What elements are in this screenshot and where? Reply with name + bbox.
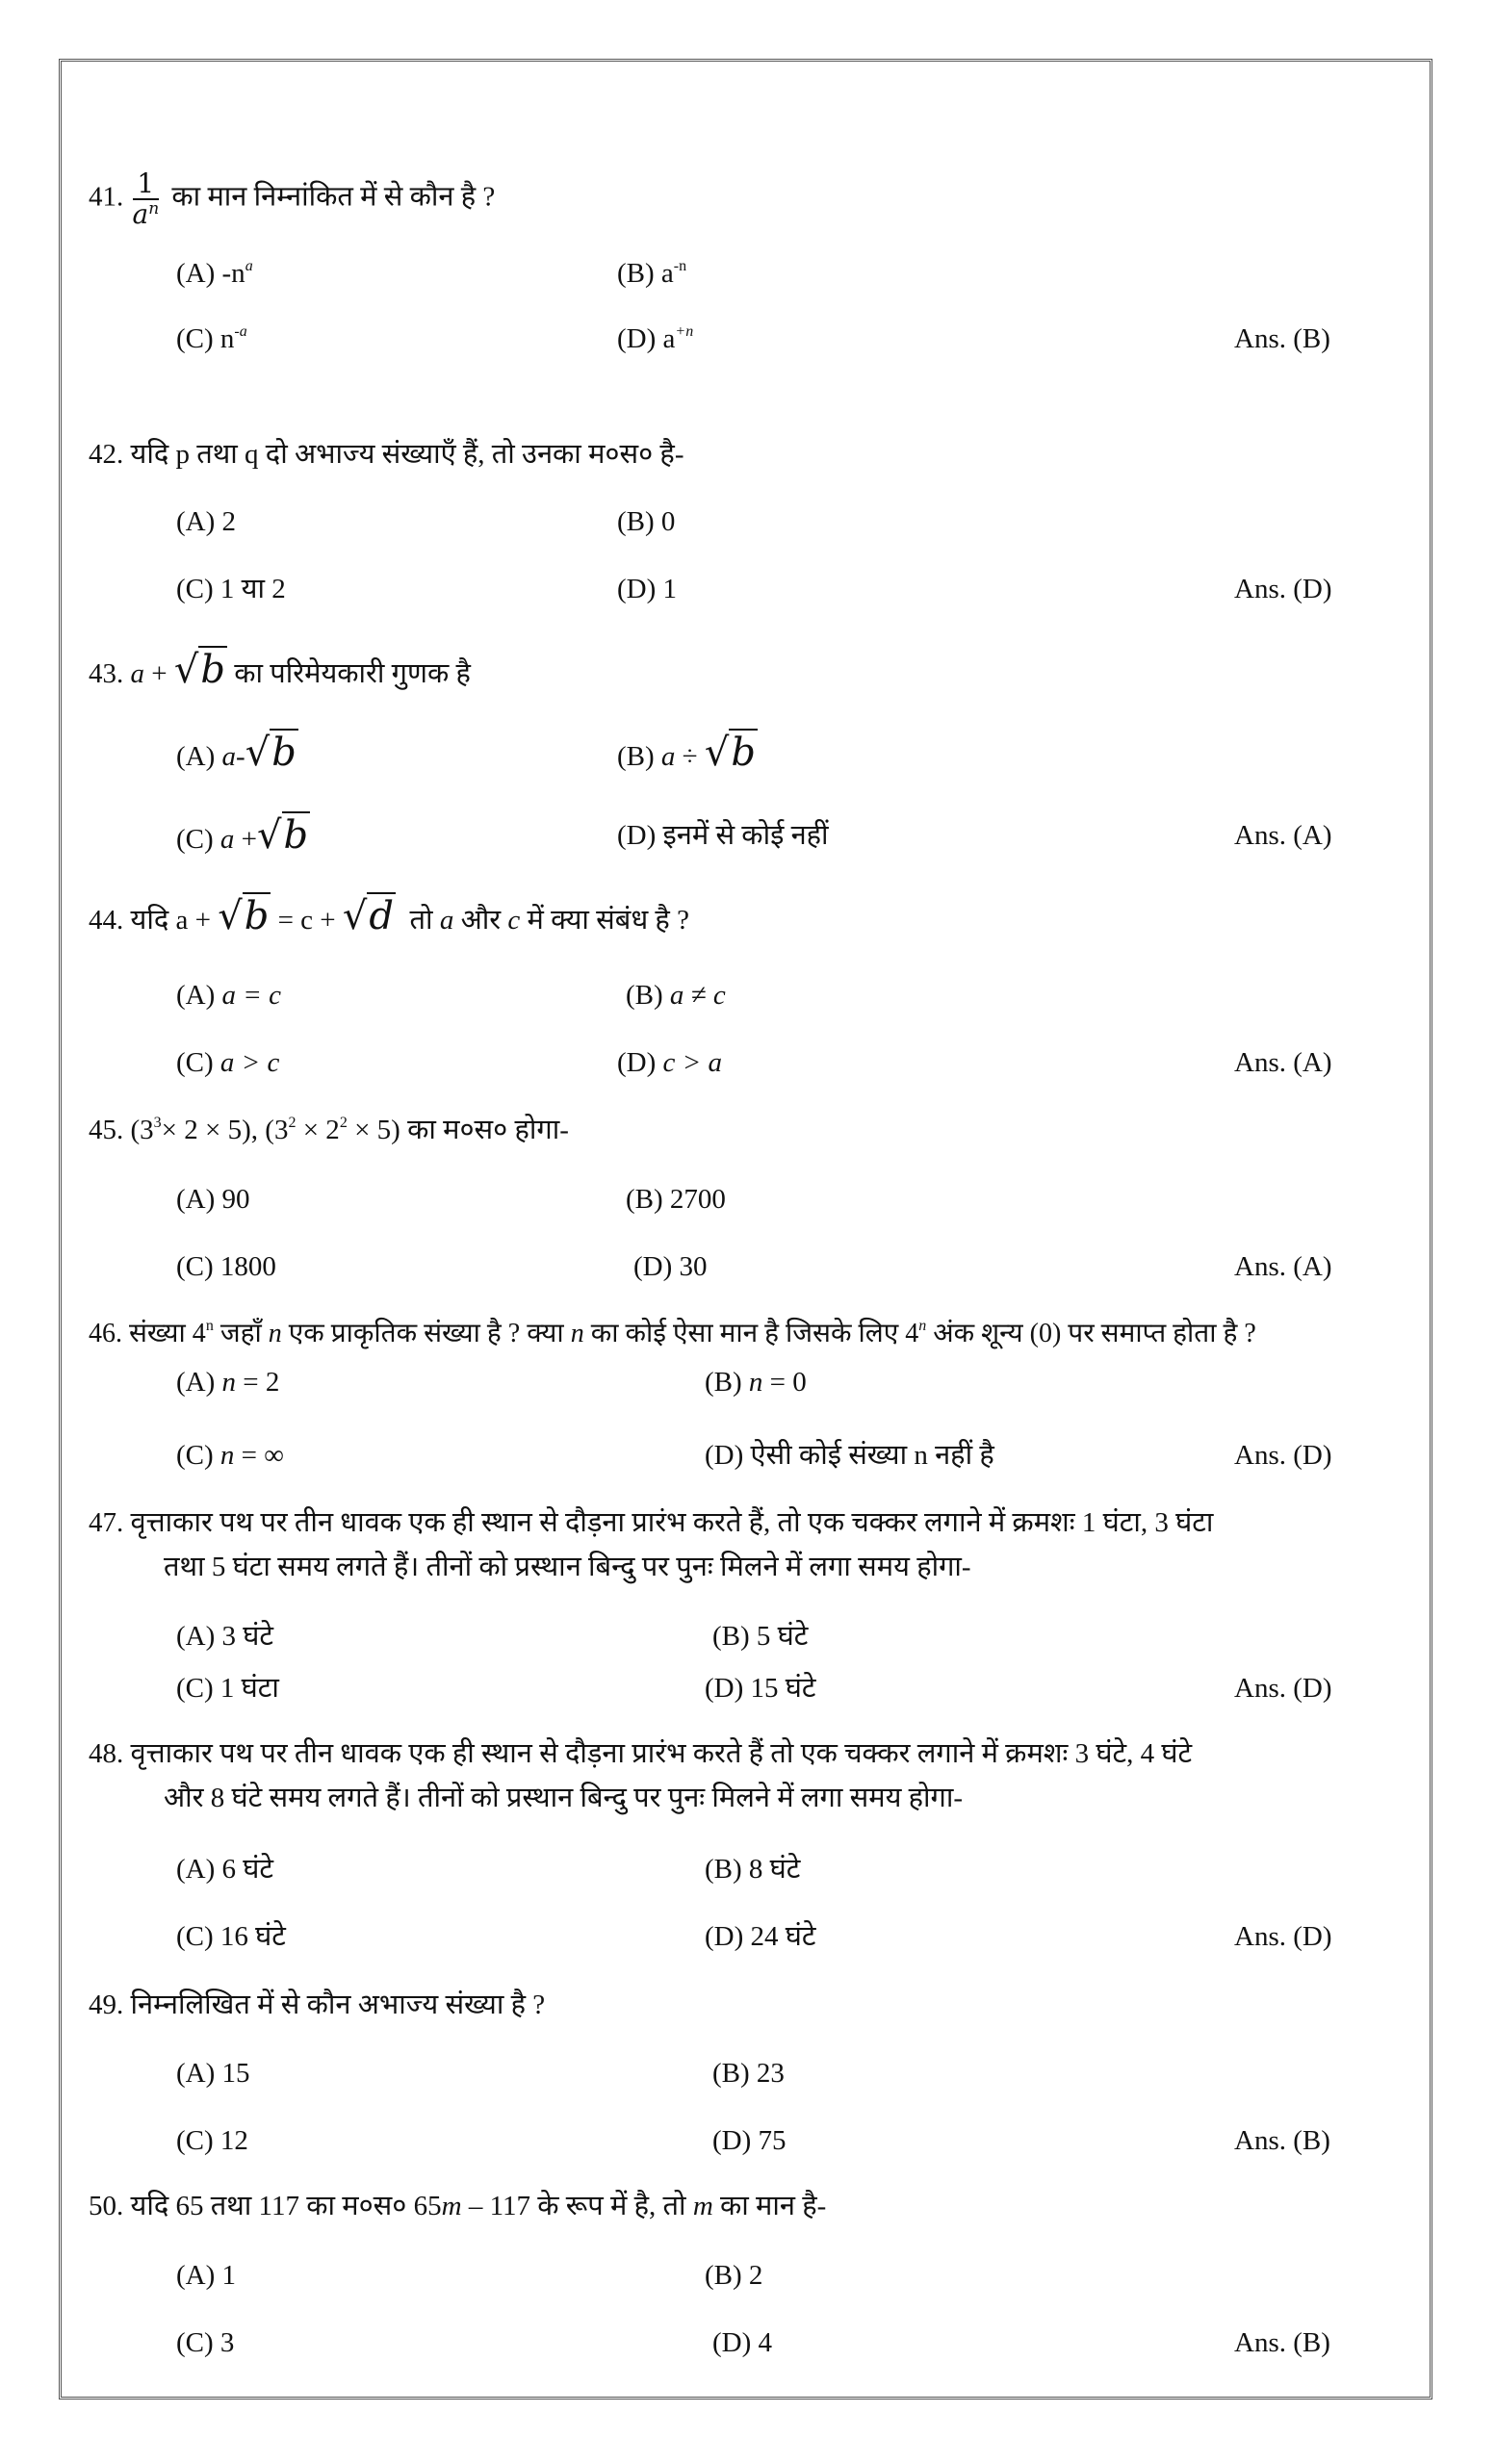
- option-label: (C): [176, 1921, 214, 1952]
- answer: Ans. (A): [1234, 1251, 1332, 1282]
- option-label: (B): [712, 2058, 750, 2089]
- option-b[interactable]: [712, 2058, 785, 2089]
- option-label: (D): [617, 820, 657, 851]
- option-label: (C): [176, 1047, 214, 1078]
- option-value: इनमें से कोई नहीं: [662, 820, 829, 851]
- option-base: n: [219, 323, 235, 354]
- option-d[interactable]: [712, 2327, 772, 2358]
- option-label: (B): [705, 1367, 742, 1398]
- option-a[interactable]: [176, 731, 298, 775]
- denominator-base: a: [132, 198, 149, 230]
- operator: +: [241, 824, 258, 855]
- question-41: [89, 169, 495, 229]
- option-c[interactable]: [176, 323, 247, 354]
- option-exponent: -n: [673, 258, 687, 274]
- option-base: a: [660, 258, 674, 289]
- option-value: 75: [758, 2125, 787, 2156]
- option-a[interactable]: [176, 258, 253, 289]
- option-value: 15: [221, 2058, 250, 2089]
- radicand: b: [244, 894, 270, 938]
- option-c[interactable]: [176, 2327, 234, 2358]
- question-48: [89, 1738, 1192, 1769]
- option-value: = 2: [236, 1367, 280, 1398]
- option-label: (D): [705, 1921, 744, 1952]
- option-a[interactable]: [176, 2260, 236, 2291]
- fraction-denominator: [133, 200, 160, 229]
- question-text: वृत्ताकार पथ पर तीन धावक एक ही स्थान से दौड़ना प्रारंभ करते हैं तो एक चक्कर लगाने में क्रमशः 3 घंटे, 4 घंटे: [130, 1738, 1193, 1769]
- option-label: (A): [176, 741, 216, 772]
- option-b[interactable]: [617, 506, 675, 537]
- option-value: 30: [679, 1251, 708, 1282]
- expression: (3: [130, 1115, 154, 1145]
- option-label: (D): [617, 1047, 657, 1078]
- question-number: 44.: [89, 905, 124, 936]
- question-43: [89, 648, 471, 692]
- option-c[interactable]: [176, 2125, 248, 2156]
- exponent: 2: [339, 1115, 348, 1131]
- var-c: c: [507, 905, 521, 936]
- option-value: 2: [748, 2260, 763, 2291]
- option-value: 16 घंटे: [219, 1921, 286, 1952]
- question-number: 46.: [89, 1319, 122, 1348]
- option-value: a > c: [219, 1047, 280, 1078]
- option-value: 90: [221, 1184, 250, 1215]
- option-value: 1 घंटा: [219, 1673, 279, 1704]
- fraction-1-over-a-n: [133, 169, 160, 229]
- radicand: b: [283, 813, 309, 858]
- option-label: (B): [626, 980, 663, 1011]
- option-c[interactable]: [176, 1440, 284, 1471]
- option-b[interactable]: [705, 1854, 800, 1885]
- option-value: 5 घंटे: [756, 1621, 809, 1652]
- exponent: 3: [153, 1115, 162, 1131]
- option-label: (B): [626, 1184, 663, 1215]
- option-d[interactable]: [633, 1251, 708, 1282]
- answer: Ans. (B): [1234, 2125, 1330, 2156]
- option-a[interactable]: [176, 2058, 250, 2089]
- option-value: 4: [758, 2327, 773, 2358]
- option-value: 1 या 2: [219, 574, 286, 604]
- option-exponent: a: [245, 258, 253, 274]
- var-m: m: [692, 2191, 713, 2221]
- var-n: n: [219, 1440, 235, 1471]
- exponent: 2: [288, 1115, 297, 1131]
- option-a[interactable]: [176, 1621, 273, 1652]
- option-value: 23: [756, 2058, 785, 2089]
- option-value: 2700: [669, 1184, 726, 1215]
- option-c[interactable]: [176, 574, 286, 604]
- option-exponent: +n: [675, 323, 694, 340]
- var-n: n: [221, 1367, 237, 1398]
- question-text: जहाँ: [213, 1319, 269, 1348]
- option-c[interactable]: [176, 1251, 276, 1282]
- radicand: b: [271, 731, 297, 775]
- option-d[interactable]: [617, 574, 677, 604]
- option-label: (C): [176, 2125, 214, 2156]
- option-d[interactable]: [617, 820, 829, 851]
- option-a[interactable]: [176, 506, 236, 537]
- option-a[interactable]: [176, 980, 281, 1011]
- question-48-line-2: और 8 घंटे समय लगते हैं। तीनों को प्रस्थान बिन्दु पर पुनः मिलने में लगा समय होगा-: [164, 1783, 964, 1813]
- square-root: √d: [342, 894, 395, 938]
- question-number: 50.: [89, 2191, 124, 2221]
- question-47: [89, 1507, 1213, 1538]
- option-b[interactable]: [626, 1184, 726, 1215]
- square-root: √b: [218, 894, 270, 938]
- question-42: [89, 439, 684, 470]
- option-label: (D): [617, 574, 657, 604]
- question-50: [89, 2191, 826, 2221]
- answer: Ans. (D): [1234, 1440, 1332, 1471]
- option-b[interactable]: [617, 258, 686, 289]
- option-value: 2: [221, 506, 237, 537]
- question-number: 41.: [89, 181, 124, 213]
- question-text: निम्नलिखित में से कौन अभाज्य संख्या है ?: [130, 1989, 546, 2020]
- option-value: 1: [662, 574, 678, 604]
- expression: × 2 × 5), (3: [161, 1115, 289, 1145]
- option-label: (C): [176, 2327, 214, 2358]
- denominator-exponent: n: [148, 199, 160, 218]
- option-label: (A): [176, 506, 216, 537]
- exponent: n: [205, 1318, 214, 1334]
- option-label: (B): [712, 1621, 750, 1652]
- question-text: संख्या 4: [129, 1319, 206, 1348]
- question-text: अंक शून्य (0) पर समाप्त होता है ?: [926, 1319, 1256, 1348]
- question-text: और: [460, 905, 502, 936]
- option-value: 3 घंटे: [221, 1621, 274, 1652]
- var-n: n: [570, 1319, 584, 1348]
- option-label: (A): [176, 1184, 216, 1215]
- operator: -: [236, 741, 245, 772]
- question-49: [89, 1989, 545, 2020]
- option-label: (C): [176, 323, 214, 354]
- option-label: (A): [176, 2260, 216, 2291]
- option-b[interactable]: [617, 731, 758, 775]
- option-value: 0: [660, 506, 676, 537]
- option-value: 3: [219, 2327, 235, 2358]
- var-a: a: [221, 741, 237, 772]
- option-label: (C): [176, 1673, 214, 1704]
- fraction-numerator: 1: [133, 169, 160, 200]
- option-c[interactable]: [176, 1921, 286, 1952]
- option-c[interactable]: [176, 1673, 279, 1704]
- option-value: 12: [219, 2125, 248, 2156]
- answer: Ans. (B): [1234, 2327, 1330, 2358]
- question-text: का कोई ऐसा मान है जिसके लिए 4: [583, 1319, 919, 1348]
- option-value: = ∞: [234, 1440, 284, 1471]
- answer: Ans. (B): [1234, 323, 1330, 354]
- option-label: (A): [176, 1367, 216, 1398]
- option-value: a = c: [221, 980, 281, 1011]
- operator: ÷: [682, 741, 698, 772]
- option-d[interactable]: [705, 1921, 816, 1952]
- option-value: 15 घंटे: [750, 1673, 816, 1704]
- operator: +: [151, 658, 168, 689]
- exponent: n: [918, 1318, 927, 1334]
- question-45: [89, 1115, 569, 1145]
- option-label: (D): [705, 1673, 744, 1704]
- answer: Ans. (A): [1234, 1047, 1332, 1078]
- question-text: यदि a +: [130, 905, 211, 936]
- option-base: a: [662, 323, 676, 354]
- option-c[interactable]: [176, 1047, 279, 1078]
- option-label: (C): [176, 824, 214, 855]
- option-d[interactable]: [705, 1440, 994, 1471]
- option-d[interactable]: [712, 2125, 787, 2156]
- question-text: – 117 के रूप में है, तो: [461, 2191, 693, 2221]
- option-label: (A): [176, 1854, 216, 1885]
- option-label: (D): [712, 2125, 752, 2156]
- question-text: यदि 65 तथा 117 का म०स० 65: [130, 2191, 442, 2221]
- answer: Ans. (D): [1234, 574, 1332, 604]
- option-label: (D): [617, 323, 657, 354]
- var-n: n: [268, 1319, 282, 1348]
- option-d[interactable]: [617, 323, 693, 354]
- question-number: 45.: [89, 1115, 124, 1145]
- option-label: (D): [705, 1440, 744, 1471]
- option-b[interactable]: [712, 1621, 808, 1652]
- question-47-line-2: तथा 5 घंटा समय लगते हैं। तीनों को प्रस्थान बिन्दु पर पुनः मिलने में लगा समय होगा-: [164, 1552, 971, 1582]
- option-value: ऐसी कोई संख्या n नहीं है: [750, 1440, 994, 1471]
- var-m: m: [441, 2191, 462, 2221]
- radicand: b: [200, 648, 225, 692]
- var-n: n: [748, 1367, 763, 1398]
- option-base: -n: [221, 258, 245, 289]
- option-value: 24 घंटे: [750, 1921, 816, 1952]
- option-label: (B): [617, 741, 655, 772]
- option-value: 1: [221, 2260, 237, 2291]
- option-d[interactable]: [705, 1673, 816, 1704]
- var-a: a: [219, 824, 235, 855]
- option-label: (A): [176, 980, 216, 1011]
- option-label: (C): [176, 1251, 214, 1282]
- answer: Ans. (D): [1234, 1921, 1332, 1952]
- option-label: (D): [712, 2327, 752, 2358]
- answer: Ans. (A): [1234, 820, 1332, 851]
- option-value: = 0: [762, 1367, 807, 1398]
- option-value: 6 घंटे: [221, 1854, 274, 1885]
- option-b[interactable]: [626, 980, 726, 1011]
- square-root: √b: [173, 648, 225, 692]
- question-number: 47.: [89, 1507, 124, 1538]
- option-label: (B): [705, 1854, 742, 1885]
- radicand: b: [731, 731, 756, 775]
- option-d[interactable]: [617, 1047, 722, 1078]
- option-value: 8 घंटे: [748, 1854, 801, 1885]
- question-text: × 5) का म०स० होगा-: [347, 1115, 569, 1145]
- option-b[interactable]: [705, 2260, 762, 2291]
- option-a[interactable]: [176, 1184, 250, 1215]
- page-border: [59, 59, 1432, 2400]
- square-root: √b: [704, 731, 756, 775]
- option-label: (C): [176, 1440, 214, 1471]
- question-text: का मान निम्नांकित में से कौन है ?: [171, 181, 496, 213]
- question-text: = c +: [277, 905, 336, 936]
- question-text: में क्या संबंध है ?: [527, 905, 689, 936]
- question-number: 42.: [89, 439, 124, 470]
- option-label: (D): [633, 1251, 673, 1282]
- square-root: √b: [245, 731, 297, 775]
- answer: Ans. (D): [1234, 1673, 1332, 1704]
- expression: × 2: [296, 1115, 340, 1145]
- option-label: (A): [176, 1621, 216, 1652]
- option-value: 1800: [219, 1251, 276, 1282]
- option-label: (B): [617, 506, 655, 537]
- option-a[interactable]: [176, 1367, 279, 1398]
- option-b[interactable]: [705, 1367, 807, 1398]
- option-c[interactable]: [176, 813, 310, 858]
- var-a: a: [130, 658, 144, 689]
- question-text: का परिमेयकारी गुणक है: [234, 658, 471, 689]
- option-value: a ≠ c: [669, 980, 726, 1011]
- square-root: √b: [257, 813, 309, 858]
- question-text: एक प्राकृतिक संख्या है ? क्या: [281, 1319, 571, 1348]
- question-text: का मान है-: [712, 2191, 827, 2221]
- question-46: [89, 1319, 1256, 1349]
- option-label: (B): [617, 258, 655, 289]
- var-a: a: [439, 905, 454, 936]
- question-text: तो: [409, 905, 433, 936]
- option-label: (C): [176, 574, 214, 604]
- question-number: 49.: [89, 1989, 124, 2020]
- option-value: c > a: [662, 1047, 722, 1078]
- option-exponent: -a: [234, 323, 247, 340]
- question-text: वृत्ताकार पथ पर तीन धावक एक ही स्थान से दौड़ना प्रारंभ करते हैं, तो एक चक्कर लगाने में क्रमशः 1 घंटा, 3 घंटा: [130, 1507, 1214, 1538]
- question-number: 48.: [89, 1738, 124, 1769]
- question-text: यदि p तथा q दो अभाज्य संख्याएँ हैं, तो उनका म०स० है-: [130, 439, 684, 470]
- option-label: (A): [176, 258, 216, 289]
- option-label: (B): [705, 2260, 742, 2291]
- question-44: [89, 894, 689, 938]
- var-a: a: [660, 741, 676, 772]
- question-number: 43.: [89, 658, 124, 689]
- option-a[interactable]: [176, 1854, 273, 1885]
- radicand: d: [369, 894, 395, 938]
- option-label: (A): [176, 2058, 216, 2089]
